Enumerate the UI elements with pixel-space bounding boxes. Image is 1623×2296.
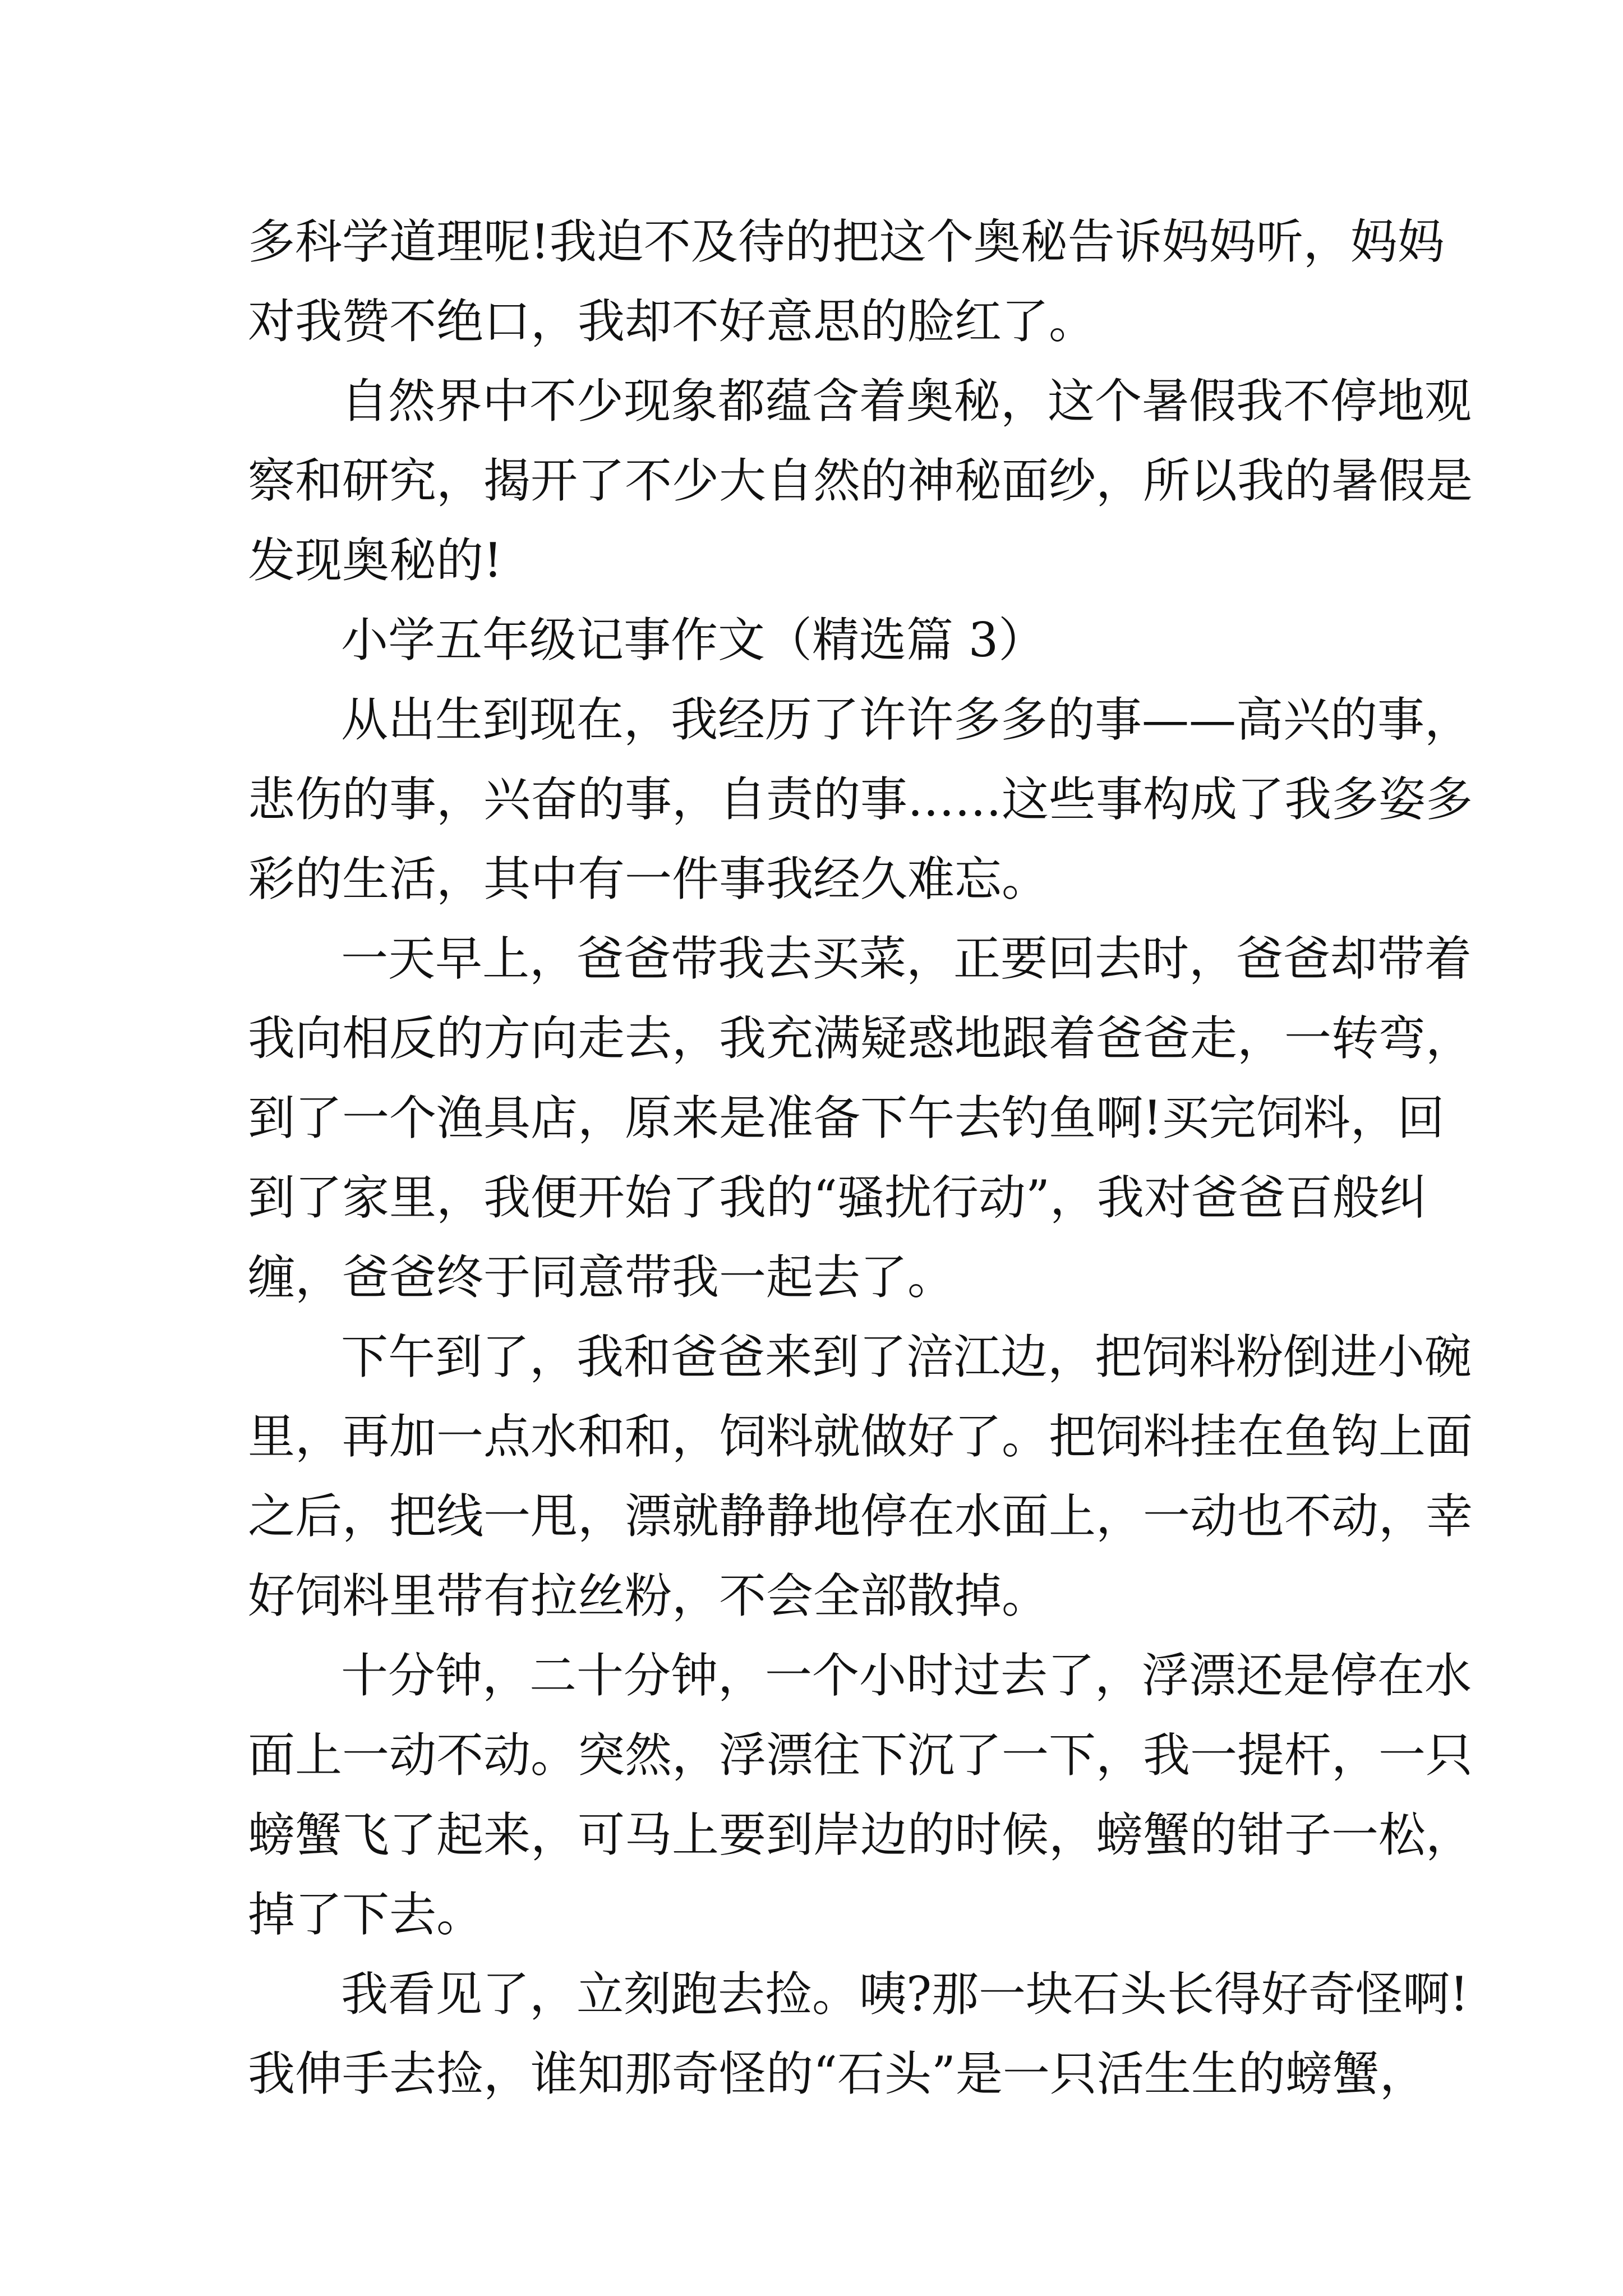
section-heading: 小学五年级记事作文（精选篇 3） (341, 613, 1046, 668)
article-body (248, 202, 1473, 2114)
text-line: 缠，爸爸终于同意带我一起去了。 (248, 1250, 955, 1305)
text-line: 我向相反的方向走去，我充满疑惑地跟着爸爸走，一转弯， (248, 1011, 1473, 1066)
text-line: 自然界中不少现象都蕴含着奥秘，这个暑假我不停地观 (341, 374, 1472, 429)
text-line: 多科学道理呢!我迫不及待的把这个奥秘告诉妈妈听，妈妈 (248, 214, 1445, 269)
text-line: 螃蟹飞了起来，可马上要到岸边的时候，螃蟹的钳子一松， (248, 1807, 1473, 1862)
text-line: 察和研究，揭开了不少大自然的神秘面纱，所以我的暑假是 (248, 453, 1473, 508)
text-line: 十分钟，二十分钟，一个小时过去了，浮漂还是停在水 (341, 1648, 1472, 1703)
text-line: 好饲料里带有拉丝粉，不会全部散掉。 (248, 1568, 1049, 1623)
text-line: 面上一动不动。突然，浮漂往下沉了一下，我一提杆，一只 (248, 1728, 1473, 1783)
text-line: 悲伤的事，兴奋的事，自责的事……这些事构成了我多姿多 (248, 772, 1473, 827)
text-line: 发现奥秘的! (248, 533, 502, 588)
text-line: 到了家里，我便开始了我的“骚扰行动”，我对爸爸百般纠 (248, 1170, 1427, 1225)
text-line: 彩的生活，其中有一件事我经久难忘。 (248, 852, 1049, 907)
text-line: 下午到了，我和爸爸来到了涪江边，把饲料粉倒进小碗 (341, 1329, 1472, 1384)
text-line: 从出生到现在，我经历了许许多多的事——高兴的事， (341, 692, 1472, 747)
text-line: 我伸手去捡，谁知那奇怪的“石头”是一只活生生的螃蟹， (248, 2046, 1427, 2101)
text-line: 之后，把线一甩，漂就静静地停在水面上，一动也不动，幸 (248, 1489, 1473, 1544)
text-line: 到了一个渔具店，原来是准备下午去钓鱼啊!买完饲料，回 (248, 1091, 1445, 1145)
text-line: 我看见了，立刻跑去捡。咦?那一块石头长得好奇怪啊! (341, 1967, 1469, 2022)
text-line: 里，再加一点水和和，饲料就做好了。把饲料挂在鱼钩上面 (248, 1409, 1473, 1464)
text-line: 一天早上，爸爸带我去买菜，正要回去时，爸爸却带着 (341, 931, 1472, 986)
text-line: 对我赞不绝口，我却不好意思的脸红了。 (248, 294, 1096, 349)
text-line: 掉了下去。 (248, 1887, 484, 1942)
